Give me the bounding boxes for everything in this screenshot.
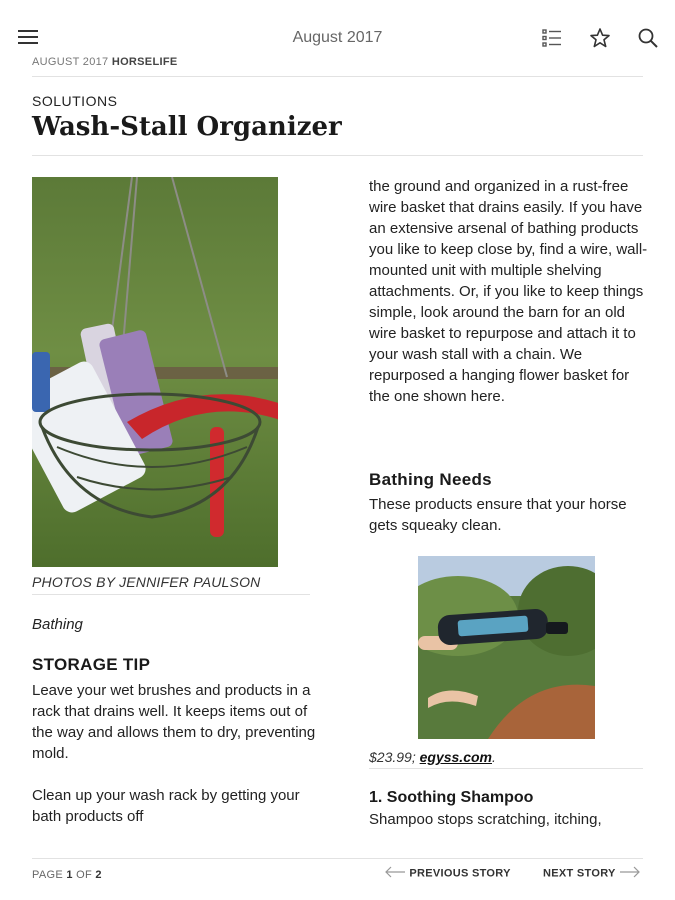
storage-tip-text: Leave your wet brushes and products in a rack that drains well. It keeps items out of the way and allows them to dry, preventing mold. xyxy=(32,682,316,762)
storage-tip-heading: STORAGE TIP xyxy=(32,655,151,674)
page-total: 2 xyxy=(95,869,102,881)
top-bar xyxy=(0,0,675,60)
article-body-right: the ground and organized in a rust-free wire basket that drains easily. If you have an extensive arsenal of bathing products you like to keep close by, find a wire, wall-mounted unit with multiple shelving attachments. Or, if you like to keep things simple, look around the barn for an old wire basket to repurpose and attach it to your wash stall with a chain. We repurposed a hanging flower basket for the one shown here. xyxy=(369,178,648,405)
basket-photo xyxy=(32,177,278,567)
product-price: $23.99; xyxy=(369,749,420,765)
page-of: OF xyxy=(76,869,92,881)
masthead-issue: AUGUST 2017 xyxy=(32,56,109,68)
arrow-left-icon xyxy=(384,866,406,881)
product-name: 1. Soothing Shampoo xyxy=(369,789,534,806)
page-current: 1 xyxy=(66,869,73,881)
footer-divider xyxy=(32,858,643,859)
article-title: Wash-Stall Organizer xyxy=(32,112,342,142)
product-link-suffix: . xyxy=(491,749,496,765)
photo-credit: PHOTOS BY JENNIFER PAULSON xyxy=(32,574,261,590)
next-story-button[interactable] xyxy=(543,866,641,881)
photo-caption: Bathing xyxy=(32,616,83,633)
product-price-line xyxy=(369,749,496,765)
next-story-label: NEXT STORY xyxy=(543,867,616,880)
bathing-needs-heading: Bathing Needs xyxy=(369,470,492,489)
credit-divider xyxy=(32,594,310,595)
search-icon[interactable] xyxy=(636,26,660,50)
masthead-magazine: HORSELIFE xyxy=(111,56,178,68)
arrow-right-icon xyxy=(619,866,641,881)
product-link[interactable]: egyss.com xyxy=(419,749,492,765)
page-indicator xyxy=(32,869,102,881)
article-body-left: Clean up your wash rack by getting your bath products off xyxy=(32,787,300,825)
shampoo-photo xyxy=(418,556,595,739)
previous-story-button[interactable] xyxy=(384,866,511,881)
masthead xyxy=(32,56,177,68)
star-icon[interactable] xyxy=(588,26,612,50)
bathing-needs-text: These products ensure that your horse gets squeaky clean. xyxy=(369,496,627,534)
product-description: Shampoo stops scratching, itching, xyxy=(369,811,602,828)
price-divider xyxy=(369,768,643,769)
article-kicker: SOLUTIONS xyxy=(32,93,118,109)
title-divider xyxy=(32,155,643,156)
masthead-divider xyxy=(32,76,643,77)
issue-title: August 2017 xyxy=(292,29,383,46)
table-of-contents-icon[interactable] xyxy=(540,26,564,50)
previous-story-label: PREVIOUS STORY xyxy=(409,867,511,880)
page-prefix: PAGE xyxy=(32,869,63,881)
